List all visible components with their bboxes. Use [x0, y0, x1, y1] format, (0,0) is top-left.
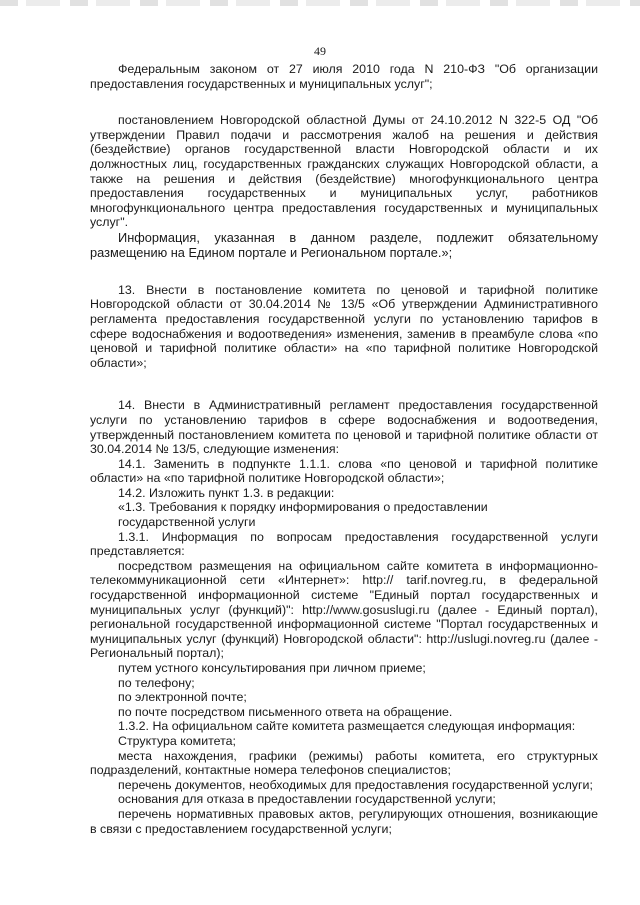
page-number: 49 — [314, 44, 326, 58]
paragraph-1-3-1: 1.3.1. Информация по вопросам предоставления государственной услуги представляется: — [90, 529, 598, 559]
document-body — [90, 62, 598, 836]
list-item-legal-acts: перечень нормативных правовых актов, регулирующих отношения, возникающие в связи с предоставлением государственной услуги; — [90, 806, 598, 836]
paragraph-item-14-1: 14.1. Заменить в подпункте 1.1.1. слова «по ценовой и тарифной политике области» на «по тарифной политике Новгородской области»; — [90, 456, 598, 486]
list-item-locations: места нахождения, графики (режимы) работы комитета, его структурных подразделений, контактные номера телефонов специалистов; — [90, 748, 598, 778]
paragraph-item-13: 13. Внести в постановление комитета по ценовой и тарифной политике Новгородской области от 30.04.2014 № 13/5 «Об утверждении Административного регламента предоставления государственной услуги по установлению тарифов в сфере водоснабжения и водоотведения» изменения, заменив в преамбуле слова «по ценовой и тарифной политике области» на «по тарифной политике Новгородской области»; — [90, 282, 598, 370]
list-item-email: по электронной почте; — [118, 690, 247, 705]
list-item-oral: путем устного консультирования при личном приеме; — [118, 661, 426, 675]
list-item-documents: перечень документов, необходимых для предоставления государственной услуги; — [118, 777, 593, 792]
list-item-post: по почте посредством письменного ответа на обращение. — [118, 704, 453, 719]
paragraph-item-14: 14. Внести в Административный регламент предоставления государственной услуги по установлению тарифов в сфере водоснабжения и водоотведения, утвержденный постановлением комитета по ценовой и тарифной политике области от 30.04.2014 № 13/5, следующие изменения: — [90, 398, 598, 457]
list-item-refusal: основания для отказа в предоставлении государственной услуги; — [118, 792, 496, 807]
list-item-structure: Структура комитета; — [118, 733, 237, 748]
scan-artifact — [0, 0, 640, 6]
paragraph-novgorod-duma: постановлением Новгородской областной Думы от 24.10.2012 N 322-5 ОД "Об утверждении Правил подачи и рассмотрения жалоб на решения и действия (бездействие) органов государственной власти Новгородской области и их должностных лиц, государственных гражданских служащих Новгородской области, а также на решения и действия (бездействие) многофункционального центра предоставления государственных и муниципальных услуг, работников многофункционального центра предоставления государственных и муниципальных услуг". — [90, 113, 598, 230]
paragraph-item-14-2: 14.2. Изложить пункт 1.3. в редакции: — [118, 485, 335, 500]
paragraph-official-site: посредством размещения на официальном сайте комитета в информационно-телекоммуникационной сети «Интернет»: http:// tarif.novreg.ru, в федеральной государственной информационной системе "Единый портал государственных и муниципальных услуг (функций)": http://www.gosuslugi.ru (далее - Единый портал), региональной государственной информационной системе "Портал государственных и муниципальных услуг (функций) Новгородской области": http://uslugi.novreg.ru (далее - Региональный портал); — [90, 558, 598, 661]
list-item-phone: по телефону; — [118, 675, 195, 690]
paragraph-federal-law: Федеральным законом от 27 июля 2010 года N 210-ФЗ "Об организации предоставления государственных и муниципальных услуг"; — [90, 62, 598, 91]
section-heading-1-3: «1.3. Требования к порядку информирования о предоставлении — [118, 500, 488, 515]
paragraph-1-3-2: 1.3.2. На официальном сайте комитета размещается следующая информация: — [118, 719, 576, 734]
section-heading-1-3-cont: государственной услуги — [118, 515, 256, 530]
paragraph-info-placement: Информация, указанная в данном разделе, подлежит обязательному размещению на Едином портале и Региональном портале.»; — [90, 229, 598, 261]
